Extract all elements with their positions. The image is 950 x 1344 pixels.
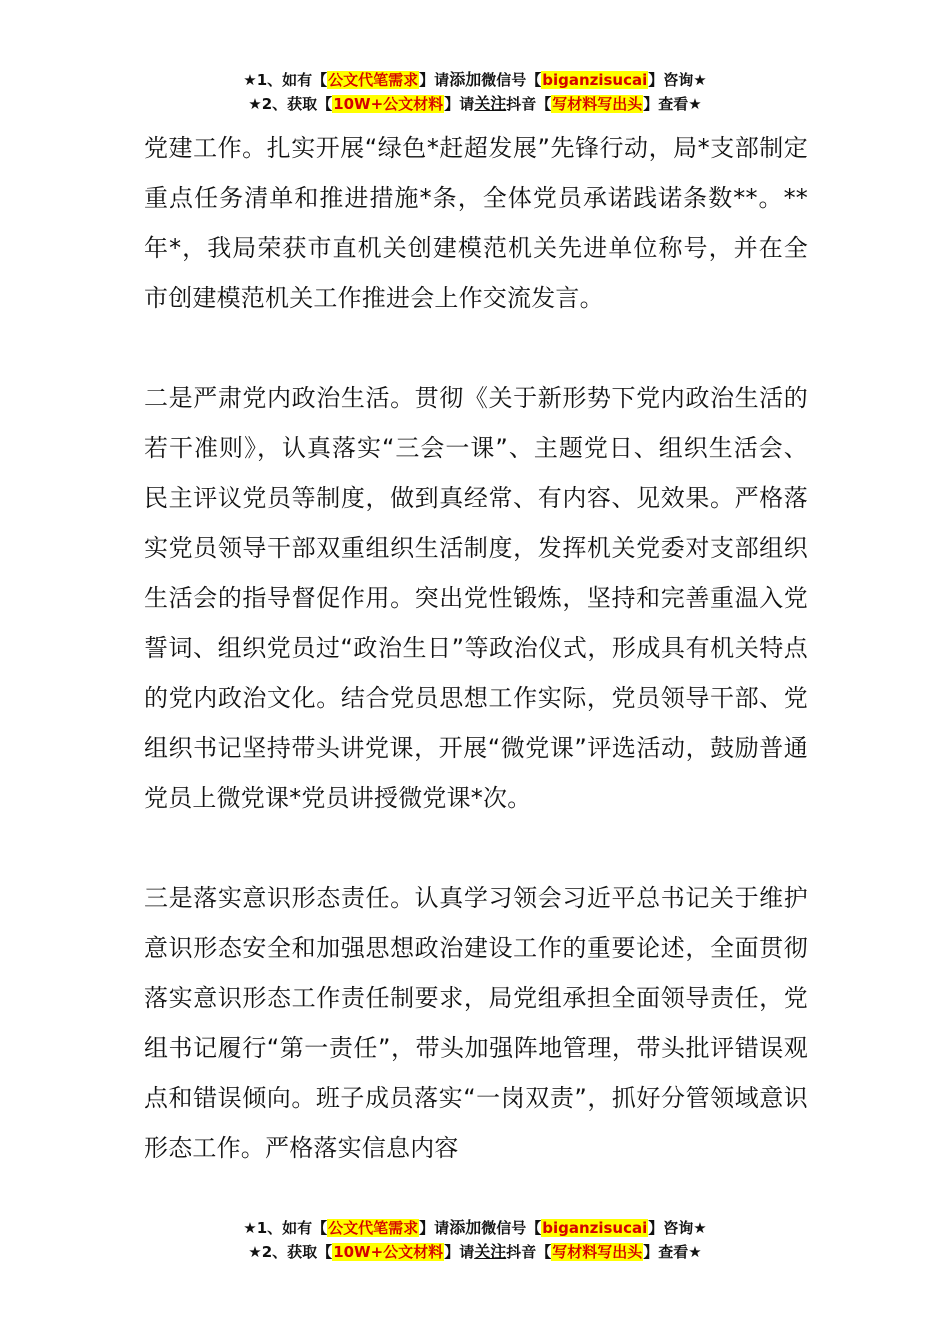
banner-text: 】请	[419, 71, 450, 89]
banner-line-2	[0, 1240, 950, 1264]
header-banner	[0, 68, 950, 116]
banner-text: 抖音【	[506, 1243, 552, 1261]
highlight-materials: 10W+公文材料	[333, 1243, 444, 1261]
banner-text: 】咨询★	[648, 1219, 707, 1237]
highlight-service: 公文代笔需求	[328, 1219, 419, 1237]
highlight-douyin-account: 写材料写出头	[552, 1243, 643, 1261]
banner-text: 抖音【	[506, 95, 552, 113]
banner-text: ★2、获取【	[248, 1243, 333, 1261]
highlight-service: 公文代笔需求	[328, 71, 419, 89]
banner-text: 添加	[449, 1218, 482, 1237]
banner-line-1	[0, 1216, 950, 1240]
banner-text: 】请	[444, 1243, 475, 1261]
paragraph-ideology-responsibility: 三是落实意识形态责任。认真学习领会习近平总书记关于维护意识形态安全和加强思想政治建设工作的重要论述，全面贯彻落实意识形态工作责任制要求，局党组承担全面领导责任，党组书记履行“第一责任”，带头加强阵地管理，带头批评错误观点和错误倾向。班子成员落实“一岗双责”，抓好分管领域意识形态工作。严格落实信息内容	[144, 884, 808, 1162]
banner-text: 】查看★	[643, 95, 702, 113]
banner-line-1	[0, 68, 950, 92]
highlight-wechat-id: biganzisucai	[542, 1219, 648, 1237]
banner-text: 】请	[444, 95, 475, 113]
banner-text: 】请	[419, 1219, 450, 1237]
paragraph-political-life: 二是严肃党内政治生活。贯彻《关于新形势下党内政治生活的若干准则》，认真落实“三会一课”、主题党日、组织生活会、民主评议党员等制度，做到真经常、有内容、见效果。严格落实党员领导干部双重组织生活制度，发挥机关党委对支部组织生活会的指导督促作用。突出党性锻炼，坚持和完善重温入党誓词、组织党员过“政治生日”等政治仪式，形成具有机关特点的党内政治文化。结合党员思想工作实际，党员领导干部、党组织书记坚持带头讲党课，开展“微党课”评选活动，鼓励普通党员上微党课*党员讲授微党课*次。	[144, 384, 808, 812]
banner-text: 】咨询★	[648, 71, 707, 89]
banner-line-2	[0, 92, 950, 116]
banner-text: 添加	[449, 70, 482, 89]
highlight-materials: 10W+公文材料	[333, 95, 444, 113]
highlight-douyin-account: 写材料写出头	[552, 95, 643, 113]
banner-text: 微信号【	[481, 1219, 542, 1237]
banner-text: 微信号【	[481, 71, 542, 89]
banner-text: 】查看★	[643, 1243, 702, 1261]
banner-text: ★1、如有【	[243, 71, 328, 89]
paragraph-party-building: 党建工作。扎实开展“绿色*赶超发展”先锋行动，局*支部制定重点任务清单和推进措施*条，全体党员承诺践诺条数**。**年*，我局荣获市直机关创建模范机关先进单位称号，并在全市创建模范机关工作推进会上作交流发言。	[144, 134, 808, 312]
banner-text: ★1、如有【	[243, 1219, 328, 1237]
footer-banner	[0, 1216, 950, 1264]
banner-text: 关注	[474, 94, 507, 113]
document-body	[144, 123, 808, 1223]
banner-text: 关注	[474, 1242, 507, 1261]
banner-text: ★2、获取【	[248, 95, 333, 113]
highlight-wechat-id: biganzisucai	[542, 71, 648, 89]
